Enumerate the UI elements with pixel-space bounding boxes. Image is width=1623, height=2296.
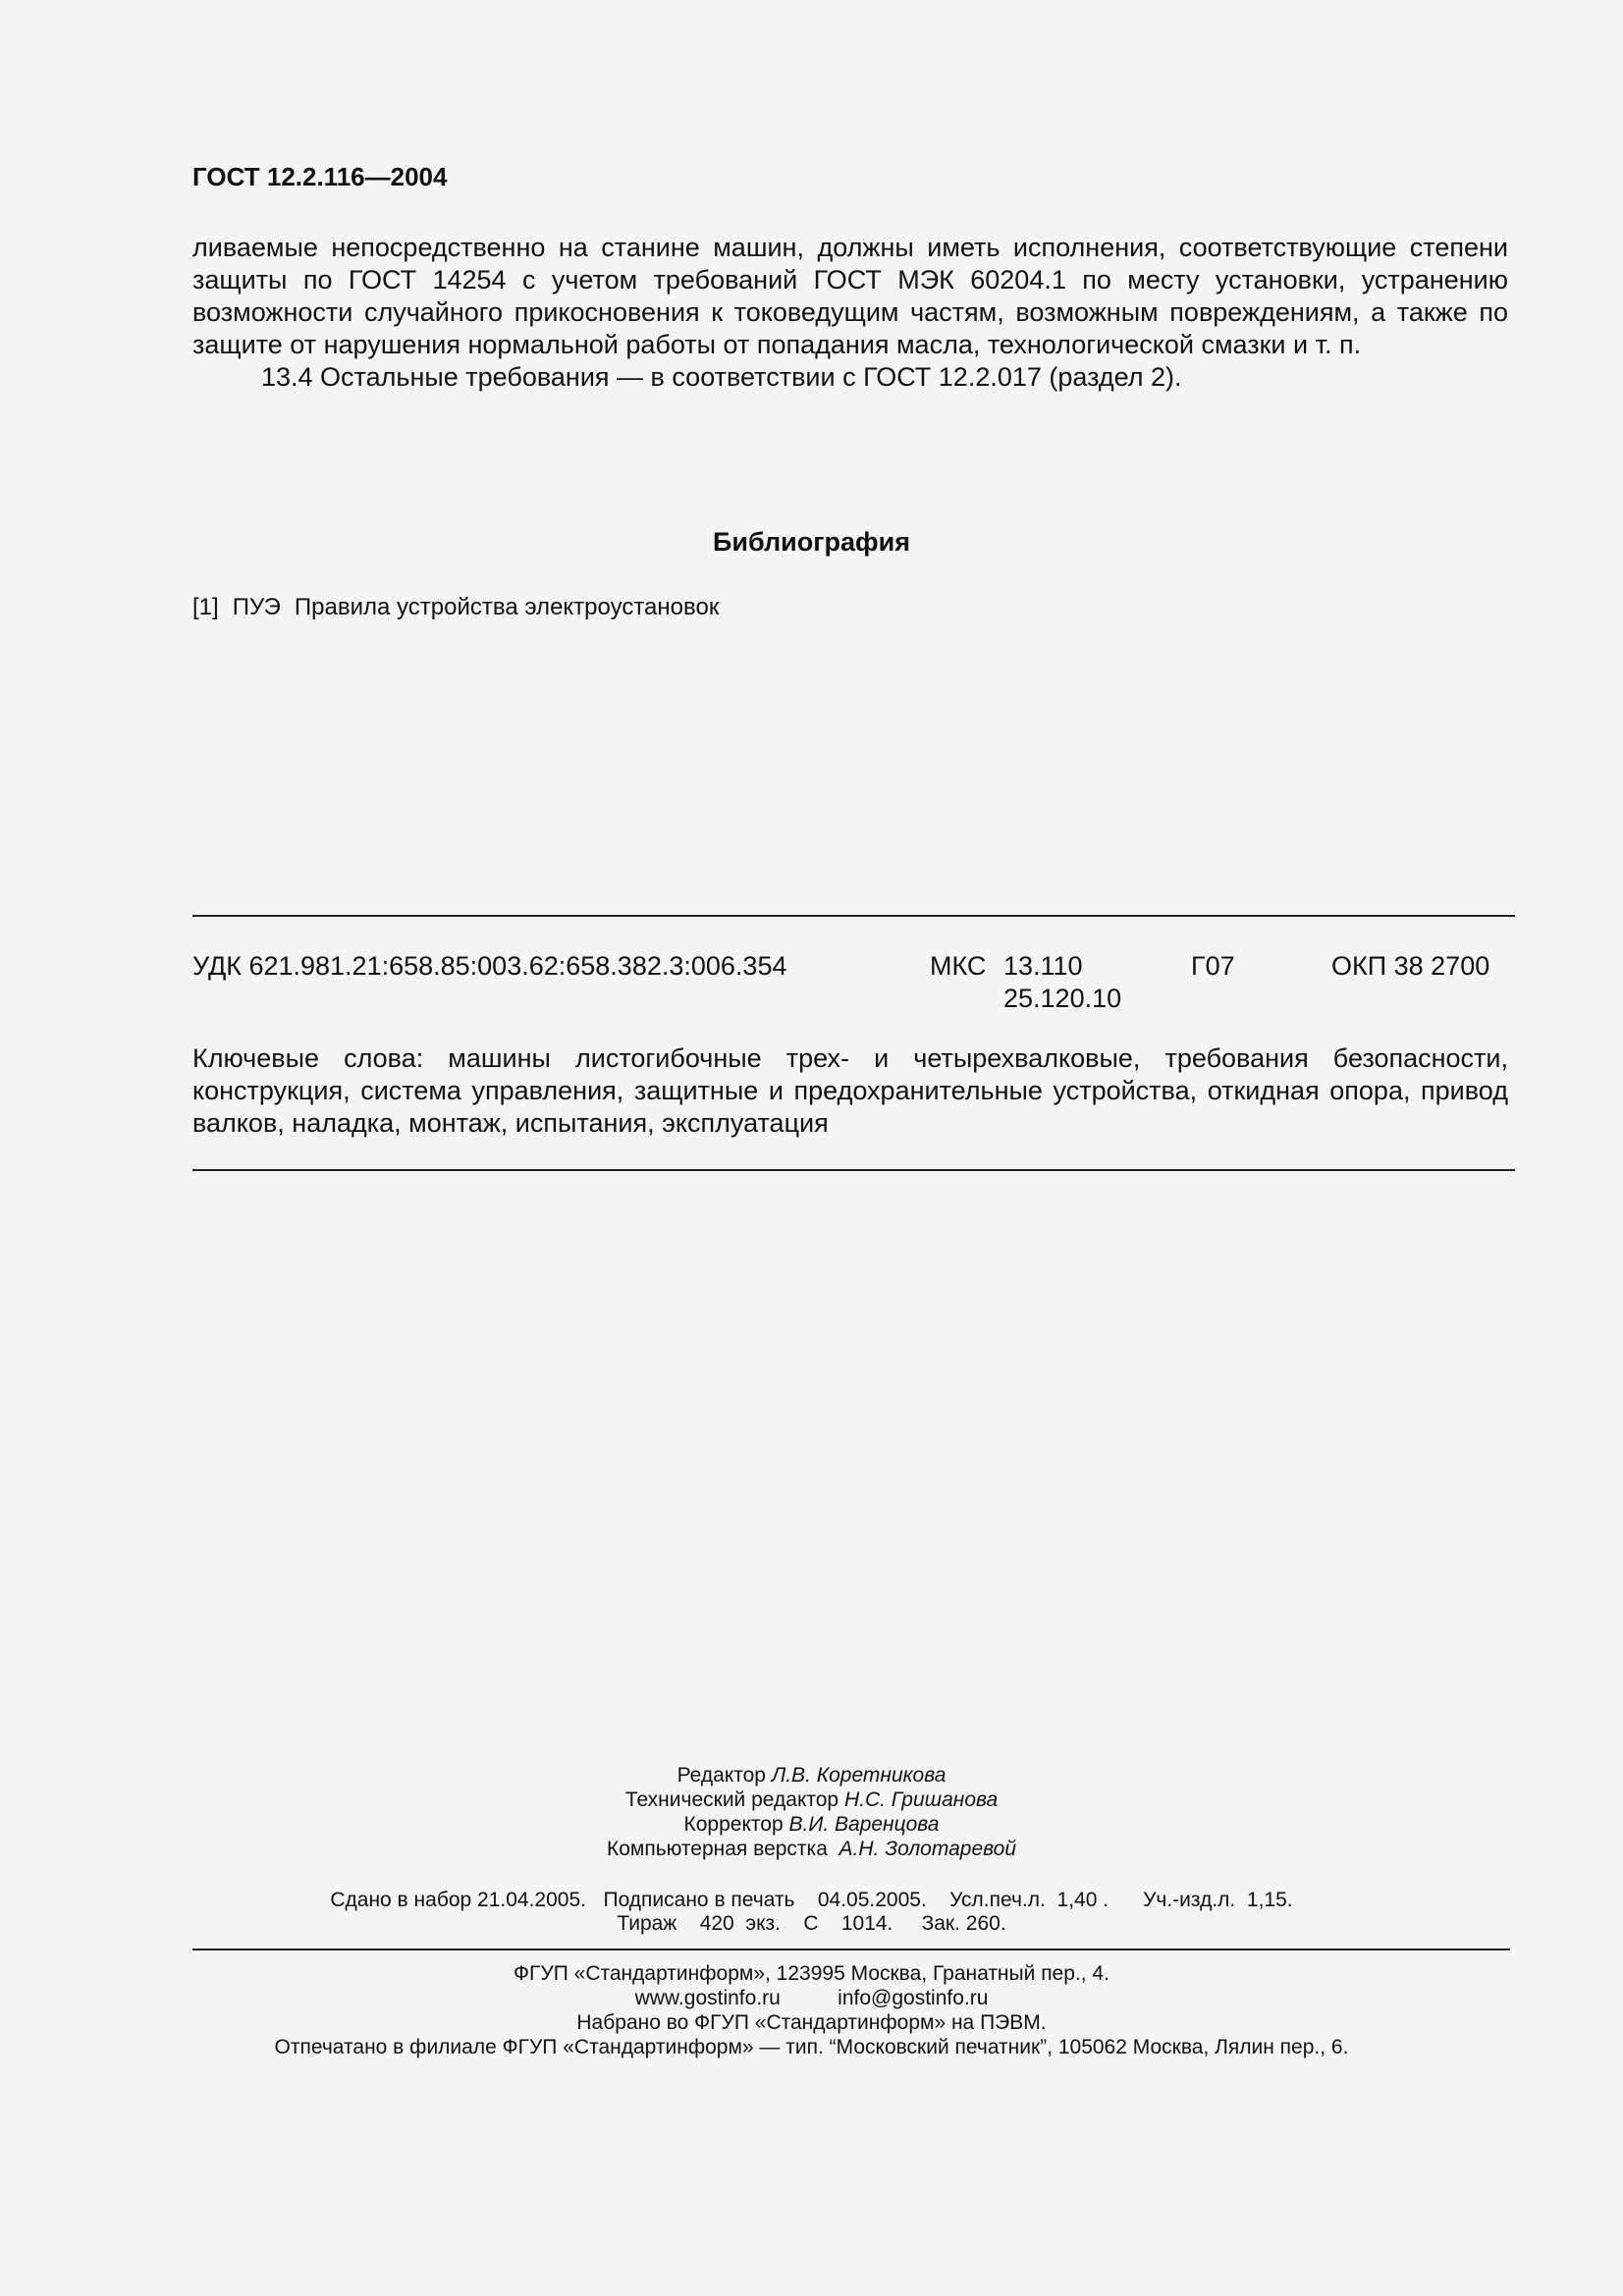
credit-name: А.Н. Золотаревой xyxy=(839,1838,1017,1860)
bibliography-title: Библиография xyxy=(713,527,910,557)
keywords: Ключевые слова: машины листогибочные трех- и четырехвалковые, требования безопасности, конструкция, система управления, защитные и предохранительные устройства, откидная опора, привод валков, наладка, монтаж, испытания, эксплуатация xyxy=(192,1043,1508,1138)
bibliography-item-number: [1] xyxy=(192,594,219,620)
credit-name: Л.В. Коретникова xyxy=(771,1764,947,1787)
clause-13-4: 13.4 Остальные требования — в соответствии с ГОСТ 12.2.017 (раздел 2). xyxy=(261,362,1182,392)
credit-editor xyxy=(0,1763,1623,1788)
publisher-block xyxy=(0,1961,1623,2059)
credit-role: Технический редактор xyxy=(624,1789,839,1811)
credit-role: Редактор xyxy=(676,1764,766,1787)
paragraph-continued: ливаемые непосредственно на станине машин, должны иметь исполнения, соответствующие степени защиты по ГОСТ 14254 с учетом требований ГОСТ МЭК 60204.1 по месту установки, устранению возможности случайного прикосновения к токоведущим частям, возможным повреждениям, а также по защите от нарушения нормальной работы от попадания масла, технологической смазки и т. п. xyxy=(192,233,1508,359)
credits-block xyxy=(0,1763,1623,1861)
publisher-printing: Отпечатано в филиале ФГУП «Стандартинформ» — тип. “Московский печатник”, 105062 Москва, Лялин пер., 6. xyxy=(274,2036,1349,2058)
print-info-line: Сдано в набор 21.04.2005. Подписано в печать 04.05.2005. Усл.печ.л. 1,40 . Уч.-изд.л. 1,15. xyxy=(330,1889,1293,1911)
publisher-contacts: www.gostinfo.ru info@gostinfo.ru xyxy=(634,1987,989,2009)
mks-code: 13.110 xyxy=(1003,951,1083,981)
mks-label: МКС xyxy=(930,951,987,981)
divider-top xyxy=(192,915,1515,917)
credit-role: Корректор xyxy=(683,1813,784,1836)
publisher-address: ФГУП «Стандартинформ», 123995 Москва, Гранатный пер., 4. xyxy=(514,1962,1109,1985)
credit-name: В.И. Варенцова xyxy=(788,1813,940,1836)
mks-code: 25.120.10 xyxy=(1003,984,1122,1013)
document-code: ГОСТ 12.2.116—2004 xyxy=(192,162,448,191)
credit-corrector xyxy=(0,1812,1623,1837)
print-info-line: Тираж 420 экз. С 1014. Зак. 260. xyxy=(617,1912,1006,1935)
bibliography-item xyxy=(192,593,719,622)
divider-bottom xyxy=(192,1949,1510,1950)
udk-code: УДК 621.981.21:658.85:003.62:658.382.3:006.354 xyxy=(192,951,787,981)
bibliography-item-abbreviation: ПУЭ xyxy=(232,594,281,620)
credit-role: Компьютерная верстка xyxy=(606,1838,828,1860)
bibliography-item-text: Правила устройства электроустановок xyxy=(294,594,720,620)
divider-middle xyxy=(192,1169,1515,1171)
credit-name: Н.С. Гришанова xyxy=(843,1789,999,1811)
group-code: Г07 xyxy=(1191,951,1235,981)
okp-code: ОКП 38 2700 xyxy=(1331,951,1490,981)
credit-layout xyxy=(0,1837,1623,1861)
credit-tech-editor xyxy=(0,1788,1623,1812)
mks-codes xyxy=(1003,950,1121,1015)
print-info xyxy=(0,1889,1623,1936)
publisher-typesetting: Набрано во ФГУП «Стандартинформ» на ПЭВМ. xyxy=(576,2011,1047,2034)
